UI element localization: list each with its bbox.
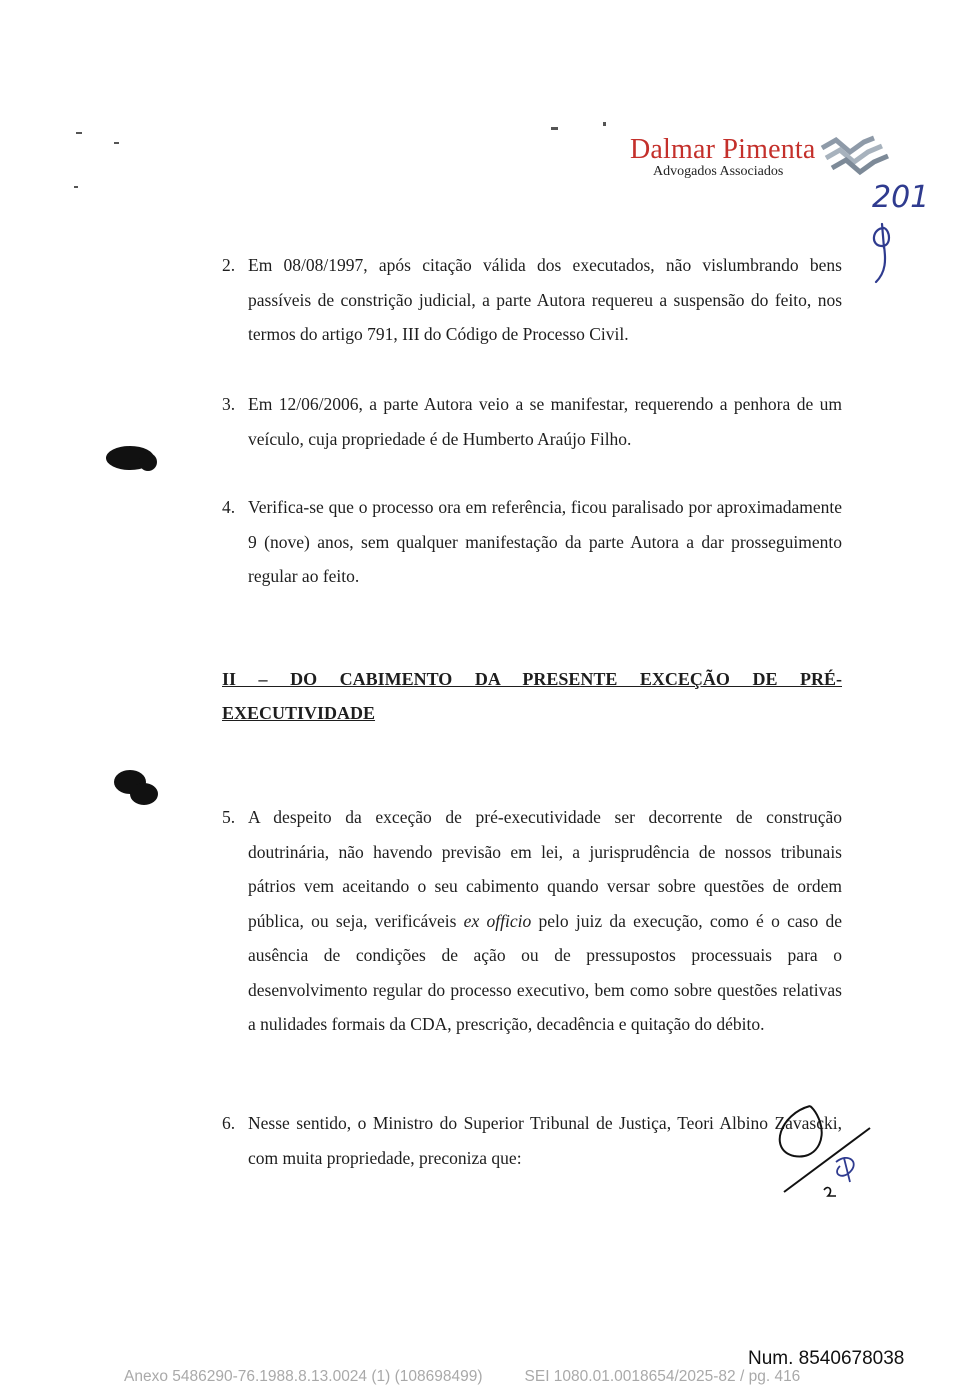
scan-speck (551, 127, 558, 130)
paragraph-6 (222, 1106, 842, 1175)
footer-annex-reference: Anexo 5486290-76.1988.8.13.0024 (1) (108698499) (124, 1368, 483, 1385)
document-number-stamp: Num. 8540678038 (748, 1348, 905, 1369)
scan-speck (603, 122, 606, 126)
ink-blot-icon (104, 440, 158, 476)
paragraph-text: Nesse sentido, o Ministro do Superior Tribunal de Justiça, Teori Albino Zavascki, com muita propriedade, preconiza que: (248, 1113, 842, 1168)
ink-blot-icon (108, 766, 160, 808)
paragraph-text (248, 800, 842, 1042)
scan-speck (74, 186, 78, 188)
paragraph-number: 4. (222, 497, 236, 517)
handwritten-initial-icon (862, 220, 902, 290)
paragraph-text: Em 08/08/1997, após citação válida dos executados, não vislumbrando bens passíveis de constrição judicial, a parte Autora requereu a suspensão do feito, nos termos do artigo 791, III do Código de Processo Civil. (248, 255, 842, 344)
section-heading: II – DO CABIMENTO DA PRESENTE EXCEÇÃO DE PRÉ-EXECUTIVIDADE (222, 669, 842, 723)
latin-term: ex officio (463, 910, 532, 931)
page-footer (124, 1368, 842, 1386)
paragraph-number: 5. (222, 807, 236, 827)
paragraph-text: Verifica-se que o processo ora em referência, ficou paralisado por aproximadamente 9 (nove) anos, sem qualquer manifestação da parte Autora a dar prosseguimento regular ao feito. (248, 497, 842, 586)
letterhead (620, 134, 910, 194)
scan-speck (76, 132, 82, 134)
handwritten-signature-icon (770, 1100, 880, 1210)
paragraph-number: 3. (222, 394, 236, 414)
firm-name: Dalmar Pimenta (630, 134, 816, 165)
paragraph-3 (222, 387, 842, 456)
handwritten-page-number: 201 (872, 180, 930, 215)
paragraph-text-part: A despeito da exceção de pré-executividade ser decorrente de construção doutrinária, não havendo previsão em lei, a jurisprudência de nossos tribunais pátrios vem aceitando o seu cabimento quando versar sobre questões de ordem pública, ou seja, verificáveis (248, 807, 842, 931)
scan-speck (114, 142, 119, 144)
footer-sei-reference: SEI 1080.01.0018654/2025-82 / pg. 416 (524, 1368, 801, 1385)
paragraph-2 (222, 248, 842, 352)
paragraph-4 (222, 490, 842, 594)
paragraph-text: Em 12/06/2006, a parte Autora veio a se manifestar, requerendo a penhora de um veículo, cuja propriedade é de Humberto Araújo Filho. (248, 394, 842, 449)
paragraph-number: 6. (222, 1113, 236, 1133)
stacked-chevrons-logo-icon (820, 134, 892, 176)
paragraph-5 (222, 800, 842, 1042)
paragraph-number: 2. (222, 255, 236, 275)
firm-subtitle: Advogados Associados (653, 164, 784, 179)
paragraph-text-part: pelo juiz da execução, como é o caso de ausência de condições de ação ou de pressupostos processuais para o desenvolvimento regular do processo executivo, bem como sobre questões relativas a nulidades formais da CDA, prescrição, decadência e quitação do débito. (248, 910, 842, 1034)
